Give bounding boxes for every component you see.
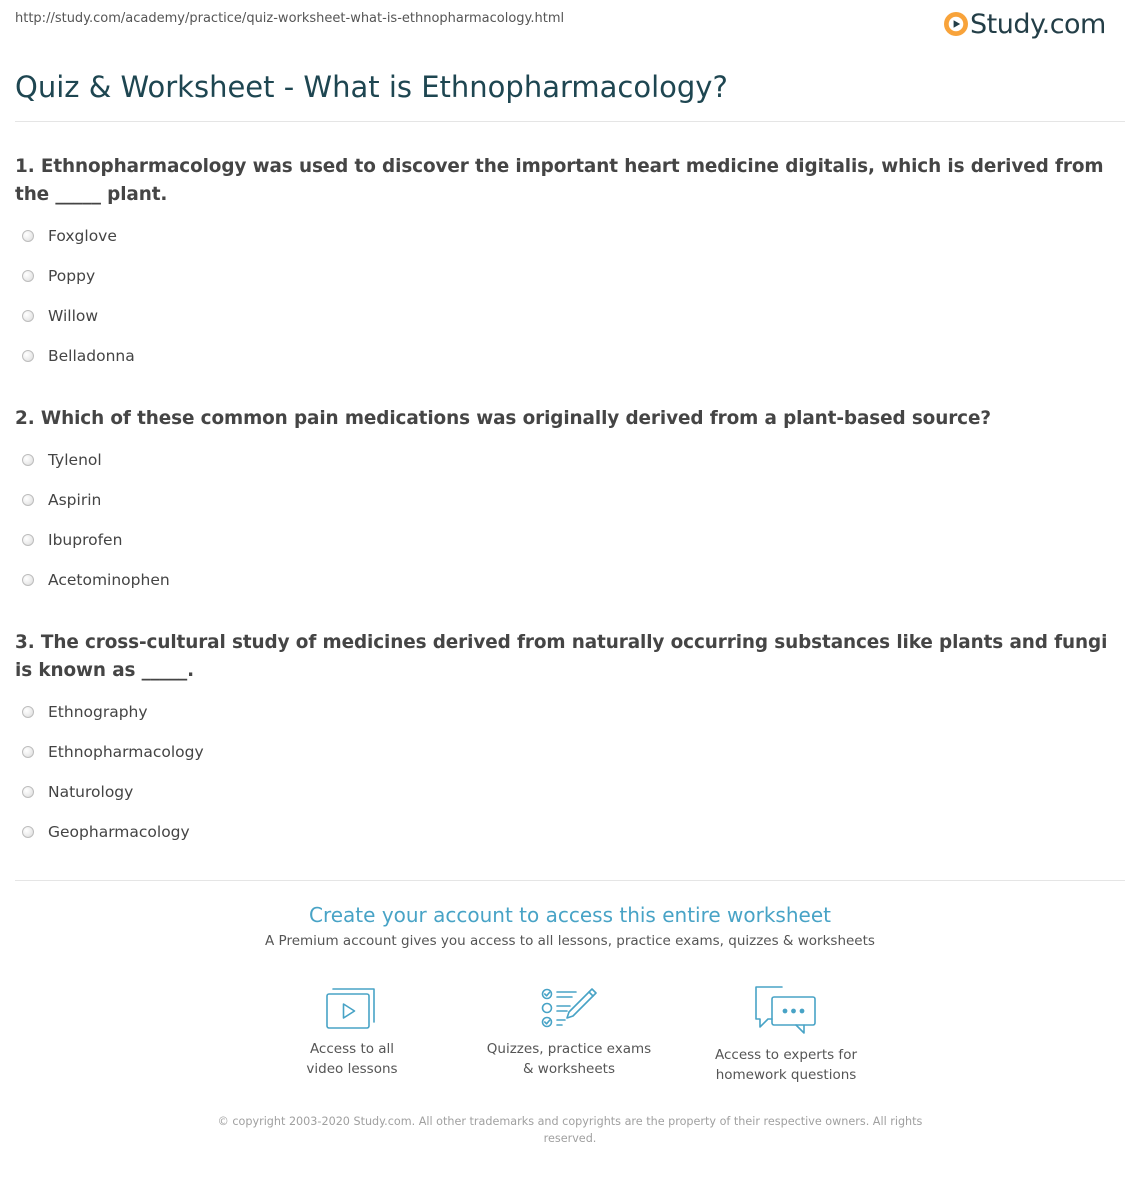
answer-option[interactable] bbox=[22, 812, 204, 852]
answer-label: Belladonna bbox=[48, 347, 135, 365]
radio-button[interactable] bbox=[22, 494, 34, 506]
answer-option[interactable] bbox=[22, 692, 204, 732]
answer-option[interactable] bbox=[22, 296, 135, 336]
answer-label: Ethnopharmacology bbox=[48, 743, 204, 761]
question-text: 3. The cross-cultural study of medicines derived from naturally occurring substances like plants and fungi is known as _____. bbox=[15, 632, 1108, 681]
answer-label: Aspirin bbox=[48, 491, 102, 509]
logo-text: Study.com bbox=[970, 8, 1106, 40]
answer-list bbox=[22, 692, 204, 852]
answer-option[interactable] bbox=[22, 520, 170, 560]
copyright-text: © copyright 2003-2020 Study.com. All other trademarks and copyrights are the property of their respective owners. All rights reserved. bbox=[217, 1115, 923, 1145]
divider bbox=[15, 880, 1125, 881]
answer-option[interactable] bbox=[22, 480, 170, 520]
study-logo[interactable] bbox=[944, 6, 1106, 42]
feature-label: Access to experts for homework questions bbox=[714, 1047, 857, 1083]
answer-option[interactable] bbox=[22, 440, 170, 480]
cta-title[interactable]: Create your account to access this entire worksheet bbox=[309, 903, 831, 927]
answer-list bbox=[22, 216, 135, 376]
answer-label: Ethnography bbox=[48, 703, 148, 721]
feature-label: Quizzes, practice exams & worksheets bbox=[486, 1041, 652, 1077]
feature-quizzes bbox=[469, 985, 669, 1079]
answer-label: Foxglove bbox=[48, 227, 117, 245]
answer-label: Tylenol bbox=[48, 451, 102, 469]
radio-button[interactable] bbox=[22, 826, 34, 838]
question-text: 1. Ethnopharmacology was used to discover the important heart medicine digitalis, which is derived from the _____ plant. bbox=[15, 156, 1104, 205]
answer-option[interactable] bbox=[22, 560, 170, 600]
answer-label: Ibuprofen bbox=[48, 531, 123, 549]
feature-video-lessons bbox=[252, 985, 452, 1079]
radio-button[interactable] bbox=[22, 706, 34, 718]
radio-button[interactable] bbox=[22, 310, 34, 322]
answer-label: Willow bbox=[48, 307, 99, 325]
radio-button[interactable] bbox=[22, 534, 34, 546]
radio-button[interactable] bbox=[22, 350, 34, 362]
answer-label: Geopharmacology bbox=[48, 823, 190, 841]
video-lessons-icon bbox=[325, 985, 379, 1031]
radio-button[interactable] bbox=[22, 454, 34, 466]
feature-experts bbox=[686, 985, 886, 1085]
answer-list bbox=[22, 440, 170, 600]
radio-button[interactable] bbox=[22, 270, 34, 282]
answer-label: Poppy bbox=[48, 267, 96, 285]
play-circle-icon bbox=[944, 12, 968, 36]
copyright-notice bbox=[0, 1113, 1140, 1147]
answer-option[interactable] bbox=[22, 336, 135, 376]
answer-option[interactable] bbox=[22, 216, 135, 256]
answer-option[interactable] bbox=[22, 732, 204, 772]
quiz-checklist-icon bbox=[540, 985, 598, 1031]
cta-subtitle: A Premium account gives you access to all lessons, practice exams, quizzes & worksheets bbox=[265, 933, 875, 949]
answer-label: Naturology bbox=[48, 783, 134, 801]
answer-label: Acetominophen bbox=[48, 571, 170, 589]
radio-button[interactable] bbox=[22, 786, 34, 798]
divider bbox=[15, 121, 1125, 122]
radio-button[interactable] bbox=[22, 574, 34, 586]
question-text: 2. Which of these common pain medications was originally derived from a plant-based source? bbox=[15, 408, 991, 429]
feature-label: Access to all video lessons bbox=[306, 1041, 398, 1077]
radio-button[interactable] bbox=[22, 746, 34, 758]
answer-option[interactable] bbox=[22, 772, 204, 812]
page-title: Quiz & Worksheet - What is Ethnopharmacology? bbox=[15, 70, 728, 104]
answer-option[interactable] bbox=[22, 256, 135, 296]
radio-button[interactable] bbox=[22, 230, 34, 242]
page-url: http://study.com/academy/practice/quiz-worksheet-what-is-ethnopharmacology.html bbox=[15, 11, 565, 26]
expert-chat-icon bbox=[754, 985, 818, 1037]
